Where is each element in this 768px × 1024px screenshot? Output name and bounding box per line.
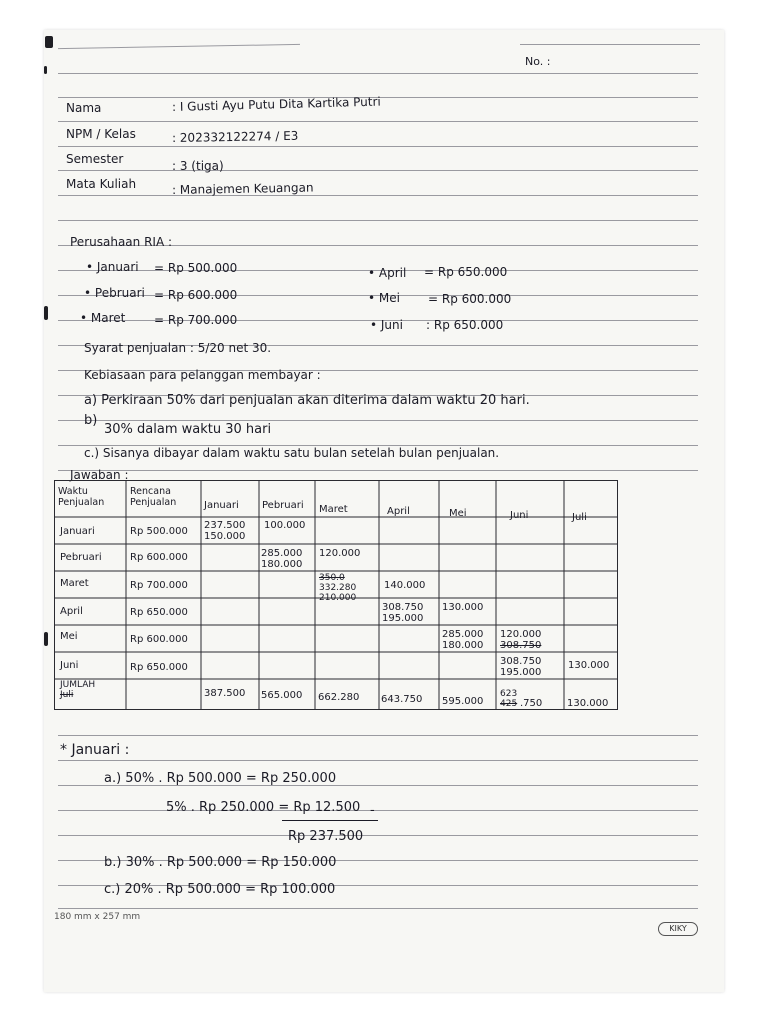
entry-jan-jan-a: 237.500: [204, 520, 246, 531]
header-rencana-penjualan: Rencana Penjualan: [130, 486, 177, 508]
habit-c: c.) Sisanya dibayar dalam waktu satu bulan setelah bulan penjualan.: [84, 446, 500, 460]
header-januari: Januari: [204, 500, 239, 511]
row-mei-plan: Rp 600.000: [130, 634, 188, 645]
header-mei: Mei: [449, 508, 467, 519]
ruled-line: [58, 195, 698, 196]
ruled-line: [58, 170, 698, 171]
header-maret: Maret: [319, 504, 348, 515]
sales-mei-month: • Mei: [368, 291, 400, 305]
habit-a: a) Perkiraan 50% dari penjualan akan diterima dalam waktu 20 hari.: [84, 393, 530, 408]
sales-apr-value: = Rp 650.000: [424, 265, 508, 279]
entry-jun-jun-a: 308.750: [500, 656, 542, 667]
sales-apr-month: • April: [368, 266, 407, 280]
row-juni-plan: Rp 650.000: [130, 662, 188, 673]
ruled-line: [58, 470, 698, 471]
binder-hole: [44, 632, 48, 646]
row-juni-month: Juni: [60, 660, 79, 671]
entry-mei-jun-a: 120.000: [500, 629, 542, 640]
entry-apr-mei: 130.000: [442, 602, 484, 613]
ruled-line: [58, 835, 698, 836]
total-label-struck: Juli: [60, 690, 74, 700]
ruled-line: [58, 146, 698, 147]
ruled-line: [58, 121, 698, 122]
entry-mei-jun-struck: 308.750: [500, 640, 542, 651]
entry-mei-mei-a: 285.000: [442, 629, 484, 640]
sales-jun-value: : Rp 650.000: [426, 318, 504, 332]
npm-label: NPM / Kelas: [66, 127, 136, 141]
sales-mar-month: • Maret: [80, 311, 126, 325]
sales-mei-value: = Rp 600.000: [428, 292, 512, 306]
entry-jan-jan-b: 150.000: [204, 531, 246, 542]
habit-b-label: b): [84, 413, 98, 428]
row-april-month: April: [60, 606, 83, 617]
entry-mar-mar-struck: 350.0: [319, 573, 345, 583]
ruled-line: [58, 220, 698, 221]
ruled-line: [58, 735, 698, 736]
total-pebruari: 565.000: [261, 690, 303, 701]
sum-underline: [282, 820, 378, 821]
entry-feb-feb-a: 285.000: [261, 548, 303, 559]
sales-jun-month: • Juni: [370, 318, 403, 332]
row-januari-plan: Rp 500.000: [130, 526, 188, 537]
work-line-a1: a.) 50% . Rp 500.000 = Rp 250.000: [104, 771, 337, 786]
npm-value: : 202332122274 / E3: [171, 128, 299, 145]
work-line-a2-sign: -: [370, 803, 375, 818]
habit-b: 30% dalam waktu 30 hari: [104, 422, 272, 437]
course-label: Mata Kuliah: [66, 177, 137, 191]
entry-mar-mar-a: 332.280: [319, 583, 357, 593]
total-mei: 595.000: [442, 696, 484, 707]
header-april: April: [387, 506, 410, 517]
entry-mei-mei-b: 180.000: [442, 640, 484, 651]
payment-habit: Kebiasaan para pelanggan membayar :: [84, 368, 321, 382]
ruled-line: [58, 760, 698, 761]
binder-hole: [44, 66, 47, 74]
total-juni-top: 623: [500, 689, 518, 699]
entry-feb-feb-b: 180.000: [261, 559, 303, 570]
row-januari-month: Januari: [60, 526, 95, 537]
header-line: [520, 44, 700, 45]
header-juni: Juni: [510, 510, 529, 521]
total-april: 643.750: [381, 694, 423, 705]
entry-jun-jul: 130.000: [568, 660, 610, 671]
header-waktu-penjualan: Waktu Penjualan: [58, 486, 105, 508]
total-label: JUMLAH: [60, 680, 96, 690]
paper-size-label: 180 mm x 257 mm: [54, 912, 141, 922]
work-line-a3: Rp 237.500: [288, 829, 364, 844]
no-label: No. :: [525, 55, 551, 68]
sales-jan-value: = Rp 500.000: [154, 261, 238, 275]
work-line-c: c.) 20% . Rp 500.000 = Rp 100.000: [104, 882, 336, 897]
entry-mar-apr: 140.000: [384, 580, 426, 591]
semester-value: : 3 (tiga): [172, 159, 224, 173]
total-juni-struck: 425: [500, 699, 518, 709]
course-value: : Manajemen Keuangan: [171, 180, 314, 197]
sales-feb-month: • Pebruari: [84, 286, 145, 300]
total-maret: 662.280: [318, 692, 360, 703]
row-maret-month: Maret: [60, 578, 89, 589]
row-pebruari-plan: Rp 600.000: [130, 552, 188, 563]
work-title: * Januari :: [60, 742, 130, 758]
sales-terms: Syarat penjualan : 5/20 net 30.: [84, 341, 272, 355]
receivables-table: [54, 480, 618, 710]
total-januari: 387.500: [204, 688, 246, 699]
row-mei-month: Mei: [60, 631, 78, 642]
company-label: Perusahaan RIA :: [70, 235, 173, 249]
brand-logo: KIKY: [658, 922, 698, 936]
row-pebruari-month: Pebruari: [60, 552, 102, 563]
binder-hole: [44, 306, 48, 320]
entry-feb-mar: 120.000: [319, 548, 361, 559]
work-line-a2: 5% . Rp 250.000 = Rp 12.500: [166, 800, 361, 815]
name-label: Nama: [66, 101, 102, 115]
ruled-line: [58, 420, 698, 421]
total-juli: 130.000: [567, 698, 609, 709]
row-maret-plan: Rp 700.000: [130, 580, 188, 591]
row-april-plan: Rp 650.000: [130, 607, 188, 618]
entry-apr-apr-a: 308.750: [382, 602, 424, 613]
name-value: : I Gusti Ayu Putu Dita Kartika Putri: [171, 94, 381, 114]
sales-mar-value: = Rp 700.000: [154, 313, 238, 327]
ruled-line: [58, 810, 698, 811]
entry-apr-apr-b: 195.000: [382, 613, 424, 624]
entry-mar-mar-b: 210.000: [319, 593, 357, 603]
binder-hole-top: [45, 36, 53, 48]
ruled-line: [58, 73, 698, 74]
header-pebruari: Pebruari: [262, 500, 304, 511]
work-line-b: b.) 30% . Rp 500.000 = Rp 150.000: [104, 855, 337, 870]
sales-jan-month: • Januari: [86, 260, 139, 274]
entry-jan-feb: 100.000: [264, 520, 306, 531]
entry-jun-jun-b: 195.000: [500, 667, 542, 678]
total-juni-tail: .750: [520, 698, 543, 709]
ruled-line: [58, 908, 698, 909]
semester-label: Semester: [66, 152, 124, 166]
sales-feb-value: = Rp 600.000: [154, 288, 238, 302]
answer-label: Jawaban :: [70, 468, 129, 482]
header-juli: Juli: [572, 512, 587, 523]
